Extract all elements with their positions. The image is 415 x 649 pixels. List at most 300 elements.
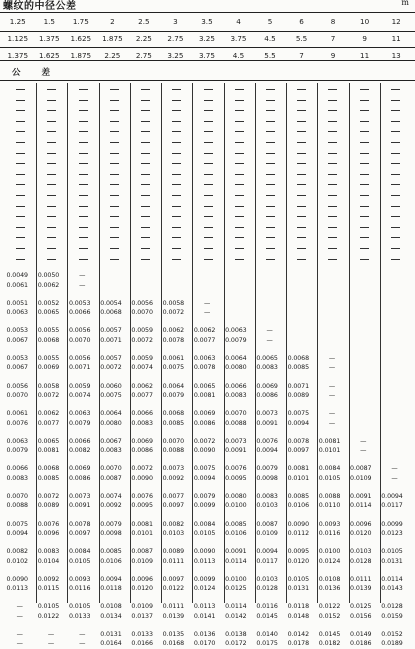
empty-cell-dash xyxy=(16,89,25,90)
empty-cell-dash xyxy=(172,110,181,111)
tolerance-value: 0.0072 xyxy=(193,437,216,445)
empty-cell-dash xyxy=(141,248,150,249)
empty-cell-dash xyxy=(297,121,306,122)
tolerance-value: 0.0079 xyxy=(100,520,122,528)
pitch-cell: 1.125 xyxy=(7,34,29,43)
empty-cell-dash xyxy=(266,121,275,122)
empty-cell-dash xyxy=(110,100,119,101)
tolerance-value: 0.0066 xyxy=(68,437,91,445)
tolerance-value: 0.0051 xyxy=(6,299,28,307)
empty-cell-dash xyxy=(266,206,275,207)
tolerance-value: 0.0089 xyxy=(287,391,309,399)
empty-cell-dash xyxy=(16,121,25,122)
empty-cell-dash xyxy=(79,248,88,249)
empty-cell-dash xyxy=(391,184,400,185)
tolerance-value: 0.0101 xyxy=(318,447,341,455)
tolerance-value: — xyxy=(391,474,398,482)
tolerance-value: 0.0109 xyxy=(131,603,153,611)
empty-cell-dash xyxy=(110,259,119,260)
tolerance-value: 0.0072 xyxy=(37,493,60,500)
tolerance-value: 0.0114 xyxy=(225,557,247,565)
pitch-row xyxy=(2,13,412,30)
tolerance-value: 0.0070 xyxy=(162,437,185,445)
empty-cell-dash xyxy=(16,110,25,111)
tolerance-value: 0.0079 xyxy=(162,391,185,399)
tolerance-value: 0.0083 xyxy=(225,391,247,399)
tolerance-value: 0.0070 xyxy=(6,493,28,500)
tolerance-value: 0.0063 xyxy=(6,309,28,317)
tolerance-value: 0.0074 xyxy=(131,364,153,372)
section-label-right: 差 xyxy=(41,68,50,78)
empty-cell-dash xyxy=(266,237,275,238)
empty-cell-dash xyxy=(47,184,56,185)
tolerance-value: 0.0113 xyxy=(193,603,216,611)
pitch-cell: 2.5 xyxy=(138,17,150,26)
tolerance-value: 0.0140 xyxy=(256,631,278,638)
tolerance-value: 0.0117 xyxy=(256,557,278,565)
tolerance-value: 0.0075 xyxy=(287,410,309,418)
tolerance-value: 0.0085 xyxy=(287,364,309,372)
tolerance-value: 0.0116 xyxy=(318,529,341,537)
tolerance-value: 0.0062 xyxy=(131,382,153,390)
empty-cell-dash xyxy=(266,184,275,185)
tolerance-value: 0.0071 xyxy=(287,382,309,390)
tolerance-value: 0.0076 xyxy=(225,465,247,473)
tolerance-value: 0.0086 xyxy=(193,419,216,427)
empty-cell-dash xyxy=(266,153,275,154)
empty-cell-dash xyxy=(235,174,244,175)
empty-cell-dash xyxy=(204,174,213,175)
tolerance-value: 0.0070 xyxy=(68,336,91,344)
tolerance-value: 0.0082 xyxy=(6,548,28,556)
empty-cell-dash xyxy=(391,227,400,228)
tolerance-value: 0.0102 xyxy=(6,557,28,565)
tolerance-value: — xyxy=(47,640,55,648)
pitch-cell: 7 xyxy=(299,51,304,60)
tolerance-value: 0.0097 xyxy=(287,447,309,455)
tolerance-value: 0.0077 xyxy=(37,419,60,427)
tolerance-value: 0.0083 xyxy=(256,493,278,500)
tolerance-value: 0.0084 xyxy=(68,548,91,556)
pitch-cell: 3.75 xyxy=(198,51,215,60)
empty-cell-dash xyxy=(391,163,400,164)
empty-cell-dash xyxy=(360,110,369,111)
empty-cell-dash xyxy=(360,184,369,185)
tolerance-value: — xyxy=(204,309,211,317)
empty-cell-dash xyxy=(297,206,306,207)
tolerance-value: 0.0131 xyxy=(100,631,122,638)
tolerance-value: 0.0139 xyxy=(162,612,185,620)
pitch-cell: 3.75 xyxy=(230,34,247,43)
empty-cell-dash xyxy=(360,89,369,90)
empty-cell-dash xyxy=(172,89,181,90)
tolerance-value: 0.0078 xyxy=(68,520,91,528)
tolerance-value: 0.0076 xyxy=(131,493,153,500)
tolerance-value: 0.0105 xyxy=(193,529,216,537)
tolerance-value: 0.0068 xyxy=(100,309,122,317)
tolerance-value: — xyxy=(204,299,211,307)
tolerance-value: — xyxy=(79,281,86,289)
empty-cell-dash xyxy=(391,89,400,90)
tolerance-value: 0.0117 xyxy=(381,502,403,510)
tolerance-value: 0.0115 xyxy=(37,585,60,593)
pitch-cell: 7 xyxy=(330,34,336,43)
pitch-cell: 10 xyxy=(360,17,370,26)
tolerance-table xyxy=(5,83,411,648)
tolerance-value: 0.0097 xyxy=(162,502,185,510)
tolerance-value: 0.0164 xyxy=(100,640,122,648)
empty-cell-dash xyxy=(204,100,213,101)
empty-cell-dash xyxy=(328,89,337,90)
empty-cell-dash xyxy=(297,174,306,175)
empty-cell-dash xyxy=(328,206,337,207)
tolerance-value: 0.0108 xyxy=(100,603,122,611)
tolerance-value: 0.0076 xyxy=(6,419,28,427)
empty-cell-dash xyxy=(204,206,213,207)
tolerance-value: 0.0085 xyxy=(37,474,60,482)
empty-cell-dash xyxy=(360,153,369,154)
tolerance-value: 0.0068 xyxy=(37,465,60,473)
empty-cell-dash xyxy=(266,259,275,260)
tolerance-value: 0.0189 xyxy=(381,640,403,648)
empty-cell-dash xyxy=(204,163,213,164)
tolerance-value: 0.0055 xyxy=(37,355,60,362)
row-rule xyxy=(0,31,415,32)
empty-cell-dash xyxy=(360,259,369,260)
empty-cell-dash xyxy=(16,100,25,101)
empty-cell-dash xyxy=(79,259,88,260)
empty-cell-dash xyxy=(47,259,56,260)
empty-cell-dash xyxy=(297,237,306,238)
tolerance-value: 0.0096 xyxy=(131,575,153,583)
tolerance-value: 0.0083 xyxy=(256,364,278,372)
row-rule xyxy=(0,47,415,48)
tolerance-value: 0.0125 xyxy=(225,585,247,593)
empty-cell-dash xyxy=(47,100,56,101)
pitch-cell: 5 xyxy=(267,17,273,26)
tolerance-value: 0.0056 xyxy=(6,382,28,390)
tolerance-value: 0.0083 xyxy=(37,548,60,556)
tolerance-value: 0.0116 xyxy=(256,603,278,611)
tolerance-value: 0.0086 xyxy=(256,391,278,399)
empty-cell-dash xyxy=(79,206,88,207)
tolerance-value: 0.0103 xyxy=(256,502,278,510)
pitch-cell: 1.875 xyxy=(70,51,92,60)
empty-cell-dash xyxy=(172,184,181,185)
tolerance-value: 0.0096 xyxy=(37,529,60,537)
tolerance-value: 0.0085 xyxy=(287,493,309,500)
tolerance-value: 0.0070 xyxy=(131,309,153,317)
tolerance-value: 0.0063 xyxy=(193,355,216,362)
tolerance-value: 0.0148 xyxy=(287,612,309,620)
pitch-cell: 9 xyxy=(330,51,336,60)
pitch-cell: 13 xyxy=(391,51,401,60)
tolerance-value: 0.0090 xyxy=(6,575,28,583)
empty-cell-dash xyxy=(141,121,150,122)
empty-cell-dash xyxy=(110,163,119,164)
pitch-cell: 5.5 xyxy=(264,51,276,60)
tolerance-value: 0.0049 xyxy=(6,272,28,280)
empty-cell-dash xyxy=(391,206,400,207)
tolerance-value: 0.0082 xyxy=(162,520,185,528)
pitch-cell: 12 xyxy=(391,17,401,26)
empty-cell-dash xyxy=(16,163,25,164)
tolerance-value: 0.0073 xyxy=(68,493,91,500)
tolerance-value: 0.0093 xyxy=(68,575,91,583)
tolerance-value: 0.0138 xyxy=(225,631,247,638)
tolerance-value: 0.0111 xyxy=(350,575,372,583)
tolerance-value: 0.0069 xyxy=(131,437,153,445)
section-label-left: 公 xyxy=(12,68,21,78)
empty-cell-dash xyxy=(266,142,275,143)
empty-cell-dash xyxy=(110,237,119,238)
empty-cell-dash xyxy=(110,184,119,185)
empty-cell-dash xyxy=(47,227,56,228)
empty-cell-dash xyxy=(360,131,369,132)
tolerance-value: 0.0088 xyxy=(318,493,341,500)
tolerance-value: 0.0061 xyxy=(6,281,28,289)
empty-cell-dash xyxy=(172,248,181,249)
pitch-cell: 8 xyxy=(330,17,336,26)
tolerance-value: 0.0069 xyxy=(37,364,60,372)
tolerance-value: 0.0106 xyxy=(100,557,122,565)
tolerance-value: 0.0063 xyxy=(225,327,247,335)
tolerance-value: 0.0182 xyxy=(318,640,341,648)
tolerance-value: 0.0066 xyxy=(6,465,28,473)
empty-cell-dash xyxy=(110,248,119,249)
tolerance-value: — xyxy=(266,327,273,335)
pitch-cell: 11 xyxy=(360,51,370,60)
tolerance-value: 0.0139 xyxy=(350,585,372,593)
pitch-cell: 4 xyxy=(236,17,241,26)
empty-cell-dash xyxy=(141,142,150,143)
pitch-cell: 2 xyxy=(110,17,115,26)
tolerance-value: 0.0105 xyxy=(68,603,91,611)
empty-cell-dash xyxy=(328,163,337,164)
tolerance-value: — xyxy=(16,603,23,611)
empty-cell-dash xyxy=(172,195,181,196)
tolerance-value: 0.0087 xyxy=(350,465,372,473)
tolerance-value: — xyxy=(328,355,336,362)
tolerance-value: 0.0080 xyxy=(225,493,247,500)
empty-cell-dash xyxy=(204,195,213,196)
empty-cell-dash xyxy=(297,259,306,260)
tolerance-value: 0.0072 xyxy=(162,309,185,317)
tolerance-value: 0.0061 xyxy=(162,355,185,362)
empty-cell-dash xyxy=(204,237,213,238)
empty-cell-dash xyxy=(328,227,337,228)
pitch-row xyxy=(2,47,412,64)
row-rule xyxy=(0,60,415,61)
empty-cell-dash xyxy=(204,153,213,154)
pitch-cell: 1.375 xyxy=(7,51,29,60)
empty-cell-dash xyxy=(391,100,400,101)
tolerance-value: 0.0131 xyxy=(381,557,403,565)
empty-cell-dash xyxy=(47,131,56,132)
tolerance-value: 0.0120 xyxy=(350,529,372,537)
tolerance-value: 0.0058 xyxy=(162,299,185,307)
tolerance-value: 0.0175 xyxy=(256,640,278,648)
tolerance-value: 0.0124 xyxy=(193,585,216,593)
empty-cell-dash xyxy=(297,153,306,154)
empty-cell-dash xyxy=(79,174,88,175)
tolerance-value: — xyxy=(79,272,86,280)
tolerance-value: 0.0094 xyxy=(256,447,278,455)
empty-cell-dash xyxy=(328,131,337,132)
tolerance-value: 0.0156 xyxy=(350,612,372,620)
tolerance-value: 0.0063 xyxy=(68,410,91,418)
tolerance-value: 0.0072 xyxy=(100,364,122,372)
empty-cell-dash xyxy=(391,248,400,249)
tolerance-value: — xyxy=(16,640,23,648)
tolerance-value: 0.0073 xyxy=(162,465,185,473)
empty-cell-dash xyxy=(141,131,150,132)
tolerance-value: 0.0070 xyxy=(6,391,28,399)
tolerance-value: 0.0073 xyxy=(256,410,278,418)
empty-cell-dash xyxy=(235,131,244,132)
empty-cell-dash xyxy=(328,153,337,154)
empty-cell-dash xyxy=(360,206,369,207)
empty-cell-dash xyxy=(172,153,181,154)
empty-cell-dash xyxy=(141,237,150,238)
empty-cell-dash xyxy=(297,110,306,111)
tolerance-value: 0.0059 xyxy=(131,355,153,362)
empty-cell-dash xyxy=(328,259,337,260)
page-title: 螺纹的中径公差 xyxy=(3,1,77,12)
tolerance-value: 0.0082 xyxy=(68,447,91,455)
empty-cell-dash xyxy=(110,216,119,217)
tolerance-value: 0.0067 xyxy=(6,336,28,344)
empty-cell-dash xyxy=(391,174,400,175)
tolerance-value: 0.0090 xyxy=(287,520,309,528)
empty-cell-dash xyxy=(47,121,56,122)
tolerance-value: 0.0090 xyxy=(193,447,216,455)
empty-cell-dash xyxy=(110,89,119,90)
tolerance-value: 0.0056 xyxy=(68,327,91,335)
tolerance-value: — xyxy=(391,465,398,473)
tolerance-value: 0.0077 xyxy=(162,493,185,500)
tolerance-value: 0.0081 xyxy=(287,465,309,473)
tolerance-value: 0.0079 xyxy=(193,493,216,500)
tolerance-value: 0.0172 xyxy=(225,640,247,648)
empty-cell-dash xyxy=(204,121,213,122)
pitch-cell: 4.5 xyxy=(232,51,245,60)
empty-cell-dash xyxy=(16,184,25,185)
tolerance-value: 0.0106 xyxy=(287,502,309,510)
tolerance-value: 0.0122 xyxy=(37,612,60,620)
empty-cell-dash xyxy=(172,142,181,143)
tolerance-value: 0.0058 xyxy=(37,382,60,390)
pitch-cell: 3 xyxy=(173,17,178,26)
pitch-cell: 3.25 xyxy=(198,34,215,43)
empty-cell-dash xyxy=(266,216,275,217)
tolerance-value: — xyxy=(360,437,367,445)
tolerance-value: 0.0106 xyxy=(225,529,247,537)
empty-cell-dash xyxy=(391,195,400,196)
pitch-cell: 3.5 xyxy=(201,17,213,26)
tolerance-value: 0.0110 xyxy=(318,502,341,510)
empty-cell-dash xyxy=(266,163,275,164)
tolerance-value: 0.0091 xyxy=(225,447,247,455)
tolerance-value: — xyxy=(79,631,86,638)
tolerance-value: 0.0159 xyxy=(381,612,403,620)
tolerance-value: 0.0054 xyxy=(100,299,122,307)
tolerance-value: 0.0081 xyxy=(131,520,153,528)
empty-cell-dash xyxy=(141,110,150,111)
empty-cell-dash xyxy=(297,89,306,90)
empty-cell-dash xyxy=(266,227,275,228)
tolerance-value: 0.0100 xyxy=(225,502,247,510)
tolerance-value: 0.0076 xyxy=(37,520,60,528)
tolerance-value: 0.0063 xyxy=(6,437,28,445)
tolerance-value: 0.0095 xyxy=(225,474,247,482)
tolerance-value: 0.0060 xyxy=(100,382,122,390)
tolerance-value: 0.0079 xyxy=(256,465,278,473)
tolerance-value: 0.0114 xyxy=(381,575,403,583)
empty-cell-dash xyxy=(16,248,25,249)
empty-cell-dash xyxy=(204,227,213,228)
tolerance-value: 0.0108 xyxy=(318,575,341,583)
tolerance-value: 0.0067 xyxy=(6,364,28,372)
empty-cell-dash xyxy=(297,142,306,143)
empty-cell-dash xyxy=(360,100,369,101)
tolerance-value: — xyxy=(328,391,336,399)
tolerance-value: 0.0093 xyxy=(318,520,341,528)
tolerance-value: 0.0056 xyxy=(131,299,153,307)
tolerance-value: 0.0069 xyxy=(256,382,278,390)
empty-cell-dash xyxy=(235,142,244,143)
empty-cell-dash xyxy=(16,174,25,175)
tolerance-value: 0.0059 xyxy=(68,382,91,390)
tolerance-value: 0.0064 xyxy=(225,355,247,362)
tolerance-value: 0.0091 xyxy=(225,548,247,556)
empty-cell-dash xyxy=(172,163,181,164)
tolerance-value: 0.0075 xyxy=(193,465,216,473)
empty-cell-dash xyxy=(47,163,56,164)
tolerance-value: 0.0072 xyxy=(131,465,153,473)
tolerance-value: 0.0097 xyxy=(68,529,91,537)
empty-cell-dash xyxy=(391,131,400,132)
tolerance-value: 0.0085 xyxy=(225,520,247,528)
empty-cell-dash xyxy=(110,174,119,175)
empty-cell-dash xyxy=(110,142,119,143)
empty-cell-dash xyxy=(16,206,25,207)
empty-cell-dash xyxy=(110,131,119,132)
empty-cell-dash xyxy=(235,89,244,90)
empty-cell-dash xyxy=(47,248,56,249)
empty-cell-dash xyxy=(47,237,56,238)
tolerance-value: 0.0109 xyxy=(350,474,372,482)
tolerance-value: 0.0118 xyxy=(100,585,122,593)
tolerance-value: 0.0186 xyxy=(350,640,372,648)
tolerance-value: 0.0083 xyxy=(131,419,153,427)
pitch-cell: 2.75 xyxy=(167,34,184,43)
tolerance-value: 0.0053 xyxy=(68,299,91,307)
empty-cell-dash xyxy=(141,153,150,154)
tolerance-value: 0.0062 xyxy=(162,327,185,335)
empty-cell-dash xyxy=(297,100,306,101)
empty-cell-dash xyxy=(204,216,213,217)
empty-cell-dash xyxy=(141,174,150,175)
tolerance-value: 0.0094 xyxy=(6,529,28,537)
pitch-cell: 1.875 xyxy=(102,34,123,43)
empty-cell-dash xyxy=(360,163,369,164)
tolerance-value: 0.0122 xyxy=(162,585,185,593)
tolerance-value: 0.0061 xyxy=(6,410,28,418)
tolerance-value: 0.0069 xyxy=(68,465,91,473)
tolerance-value: 0.0065 xyxy=(37,309,60,317)
tolerance-value: 0.0076 xyxy=(256,437,278,445)
